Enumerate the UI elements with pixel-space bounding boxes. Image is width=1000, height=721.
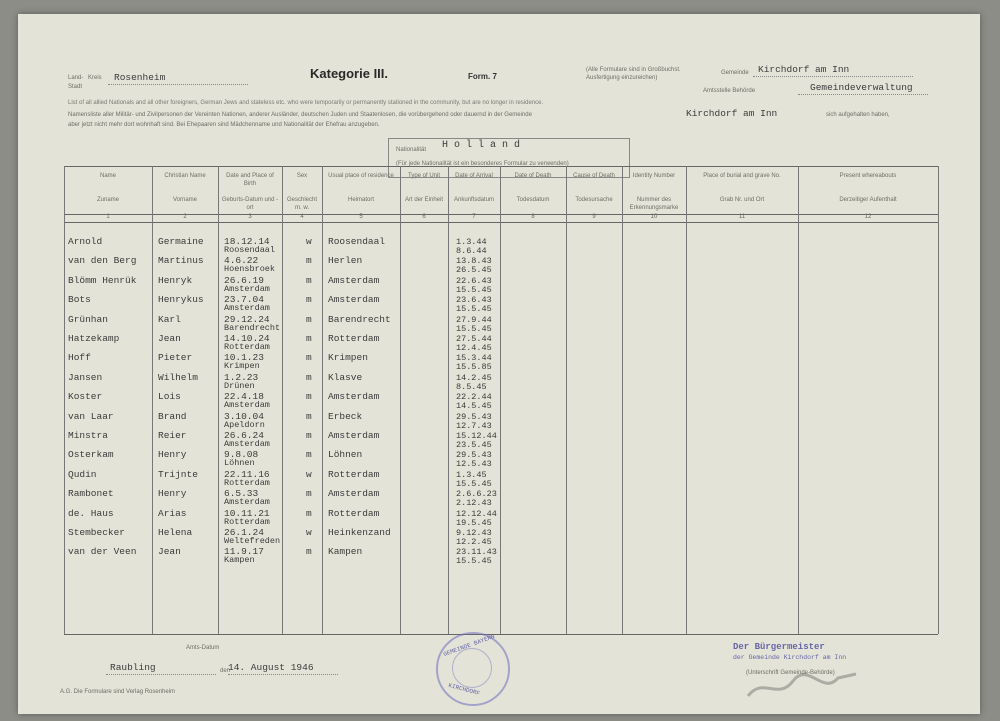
cell-birth-place: Amsterdam (224, 439, 270, 449)
cell-name: Jansen (68, 372, 103, 383)
cell-arrival-date: 15.12.44 (456, 431, 497, 441)
kreis-underline (108, 84, 248, 85)
document-page (18, 14, 980, 714)
cell-arrival-date: 1.3.44 (456, 237, 487, 247)
table-number-divider (64, 222, 938, 223)
header-note-2: Ausfertigung einzureichen) (586, 75, 658, 81)
cell-name: Rambonet (68, 488, 114, 499)
column-number: 4 (300, 214, 304, 220)
column-divider (798, 166, 799, 634)
cell-birth-date: 14.10.24 (224, 333, 270, 344)
round-stamp (436, 632, 510, 706)
nationality-value: H o l l a n d (442, 140, 521, 151)
column-divider (152, 166, 153, 634)
cell-departure-date: 15.5.45 (456, 479, 492, 489)
column-header-de: Geburts-Datum und -ort (221, 197, 279, 211)
column-header-en: Identity Number (632, 173, 676, 179)
cell-birth-date: 18.12.14 (224, 236, 270, 247)
cell-birth-date: 6.5.33 (224, 488, 259, 499)
gemeinde-underline (753, 76, 913, 77)
intro-line-2b: sich aufgehalten haben, (826, 112, 890, 118)
column-header-de: Zuname (96, 197, 119, 203)
cell-sex: m (306, 488, 312, 499)
cell-first-name: Jean (158, 546, 181, 557)
cell-sex: m (306, 391, 312, 402)
cell-departure-date: 15.5.45 (456, 304, 492, 314)
column-header-en: Type of Unit (407, 173, 440, 179)
cell-birth-date: 9.8.08 (224, 449, 259, 460)
handwritten-signature (738, 666, 868, 706)
cell-first-name: Pieter (158, 352, 193, 363)
cell-sex: m (306, 546, 312, 557)
footer-place: Raubling (110, 662, 156, 673)
cell-residence: Erbeck (328, 411, 363, 422)
column-number: 6 (422, 214, 426, 220)
stamp-inner-ring (452, 648, 492, 688)
column-header-en: Present whereabouts (839, 173, 897, 179)
column-divider (400, 166, 401, 634)
cell-birth-date: 23.7.04 (224, 294, 264, 305)
cell-name: de. Haus (68, 508, 114, 519)
cell-birth-date: 29.12.24 (224, 314, 270, 325)
gemeinde-label: Gemeinde (721, 70, 749, 76)
header-note-1: (Alle Formulare sind in Großbuchst. (586, 67, 681, 73)
cell-name: Arnold (68, 236, 103, 247)
date-label: den (220, 668, 231, 674)
column-header-en: Place of burial and grave No. (703, 173, 781, 179)
cell-birth-place: Rotterdam (224, 342, 270, 352)
cell-birth-place: Drünen (224, 381, 255, 391)
cell-sex: m (306, 411, 312, 422)
column-header-en: Date of Arrival (455, 173, 493, 179)
column-divider (448, 166, 449, 634)
column-header-en: Cause of Death (573, 173, 615, 179)
cell-residence: Amsterdam (328, 430, 380, 441)
cell-residence: Löhnen (328, 449, 363, 460)
intro-line-3: aber jetzt nicht mehr dort wohnhaft sind. Bei Ehepaaren sind Mädchenname und Nationalität der Ehefrau anzugeben. (68, 122, 380, 128)
cell-arrival-date: 23.11.43 (456, 547, 497, 557)
cell-residence: Heinkenzand (328, 527, 391, 538)
footer-date: 14. August 1946 (228, 662, 314, 673)
column-number: 8 (531, 214, 535, 220)
cell-sex: w (306, 469, 312, 480)
column-divider (938, 166, 939, 634)
cell-residence: Barendrecht (328, 314, 391, 325)
cell-first-name: Jean (158, 333, 181, 344)
cell-birth-place: Amsterdam (224, 303, 270, 313)
cell-residence: Amsterdam (328, 294, 380, 305)
cell-residence: Rotterdam (328, 333, 380, 344)
column-header-de: Heimatort (347, 197, 374, 203)
kreis-value: Rosenheim (114, 72, 166, 83)
cell-name: Minstra (68, 430, 108, 441)
cell-birth-place: Amsterdam (224, 284, 270, 294)
cell-birth-date: 26.1.24 (224, 527, 264, 538)
column-header-de: Derzeitiger Aufenthalt (839, 197, 897, 203)
cell-first-name: Karl (158, 314, 181, 325)
column-number: 12 (864, 214, 872, 220)
cell-sex: m (306, 275, 312, 286)
cell-first-name: Brand (158, 411, 187, 422)
cell-arrival-date: 22.2.44 (456, 392, 492, 402)
cell-birth-date: 22.4.18 (224, 391, 264, 402)
cell-birth-place: Barendrecht (224, 323, 281, 333)
cell-departure-date: 15.5.45 (456, 285, 492, 295)
cell-birth-place: Löhnen (224, 458, 255, 468)
cell-first-name: Lois (158, 391, 181, 402)
cell-sex: m (306, 449, 312, 460)
cell-name: Bots (68, 294, 91, 305)
cell-name: Osterkam (68, 449, 114, 460)
cell-name: Qudin (68, 469, 97, 480)
cell-name: Grünhan (68, 314, 108, 325)
cell-sex: m (306, 372, 312, 383)
cell-first-name: Henry (158, 449, 187, 460)
column-number: 3 (248, 214, 252, 220)
cell-arrival-date: 29.5.43 (456, 412, 492, 422)
behoerde-underline (798, 94, 928, 95)
column-number: 11 (738, 214, 746, 220)
cell-name: Hatzekamp (68, 333, 120, 344)
cell-birth-place: Rotterdam (224, 478, 270, 488)
column-header-en: Name (99, 173, 116, 179)
column-divider (322, 166, 323, 634)
cell-birth-date: 26.6.24 (224, 430, 264, 441)
form-number: Form. 7 (468, 72, 497, 81)
cell-name: Koster (68, 391, 103, 402)
column-header-de: Geschlecht m. w. (286, 197, 317, 211)
stamp-text: GEMEINDE BAYERN (442, 632, 496, 659)
date-underline (228, 674, 338, 675)
cell-residence: Amsterdam (328, 488, 380, 499)
cell-name: van der Veen (68, 546, 137, 557)
cell-sex: m (306, 314, 312, 325)
cell-residence: Amsterdam (328, 275, 380, 286)
column-header-de: Ankunftsdatum (453, 197, 495, 203)
cell-departure-date: 8.6.44 (456, 246, 487, 256)
signature-title: Der Bürgermeister (733, 642, 825, 652)
cell-first-name: Arias (158, 508, 187, 519)
cell-birth-date: 22.11.16 (224, 469, 270, 480)
cell-birth-date: 10.11.21 (224, 508, 270, 519)
signature-note: (Unterschrift Gemeinde-Behörde) (746, 670, 835, 676)
cell-first-name: Henrykus (158, 294, 204, 305)
cell-first-name: Reier (158, 430, 187, 441)
table-top-line (64, 166, 938, 167)
cell-arrival-date: 23.6.43 (456, 295, 492, 305)
column-divider (686, 166, 687, 634)
cell-name: van Laar (68, 411, 114, 422)
column-header-de: Todesursache (575, 197, 613, 203)
cell-arrival-date: 2.6.6.23 (456, 489, 497, 499)
column-number: 5 (359, 214, 363, 220)
cell-departure-date: 2.12.43 (456, 498, 492, 508)
column-header-de: Grab Nr. und Ort (719, 197, 765, 203)
cell-birth-date: 10.1.23 (224, 352, 264, 363)
cell-birth-date: 26.6.19 (224, 275, 264, 286)
cell-sex: m (306, 352, 312, 363)
cell-arrival-date: 9.12.43 (456, 528, 492, 538)
cell-birth-place: Kampen (224, 555, 255, 565)
place-label: Amts-Datum (186, 645, 220, 651)
cell-birth-place: Hoensbroek (224, 264, 276, 274)
cell-birth-date: 3.10.04 (224, 411, 264, 422)
cell-departure-date: 12.5.43 (456, 459, 492, 469)
cell-residence: Herlen (328, 255, 363, 266)
cell-birth-place: Amsterdam (224, 497, 270, 507)
cell-arrival-date: 27.9.44 (456, 315, 492, 325)
cell-departure-date: 12.2.45 (456, 537, 492, 547)
cell-residence: Amsterdam (328, 391, 380, 402)
cell-arrival-date: 15.3.44 (456, 353, 492, 363)
cell-departure-date: 19.5.45 (456, 518, 492, 528)
column-header-de: Vorname (172, 197, 197, 203)
cell-birth-place: Rotterdam (224, 517, 270, 527)
printer-line: A.G. Die Formulare sind Verlag Rosenheim (60, 689, 176, 695)
cell-first-name: Henryk (158, 275, 193, 286)
cell-arrival-date: 14.2.45 (456, 373, 492, 383)
cell-arrival-date: 13.8.43 (456, 256, 492, 266)
cell-birth-place: Weltefreden (224, 536, 281, 546)
column-divider (218, 166, 219, 634)
stadt-label: Stadt (68, 84, 83, 90)
column-header-en: Christian Name (164, 173, 206, 179)
cell-birth-place: Amsterdam (224, 400, 270, 410)
cell-first-name: Helena (158, 527, 193, 538)
cell-first-name: Trijnte (158, 469, 198, 480)
cell-birth-place: Roosendaal (224, 245, 276, 255)
column-number: 9 (592, 214, 596, 220)
cell-name: Hoff (68, 352, 91, 363)
intro-line-1: List of all allied Nationals and all other foreigners, German Jews and stateless etc. who were temporarily or permanently stationed in the community, but are no longer in residence. (68, 100, 544, 106)
column-header-de: Art der Einheit (404, 197, 444, 203)
gemeinde-value: Kirchdorf am Inn (758, 64, 850, 75)
cell-sex: m (306, 333, 312, 344)
cell-name: Stembecker (68, 527, 126, 538)
cell-residence: Roosendaal (328, 236, 386, 247)
cell-sex: w (306, 527, 312, 538)
cell-first-name: Henry (158, 488, 187, 499)
cell-arrival-date: 1.3.45 (456, 470, 487, 480)
behoerde-value: Gemeindeverwaltung (810, 82, 913, 93)
cell-name: van den Berg (68, 255, 137, 266)
page-title: Kategorie III. (310, 66, 389, 81)
cell-first-name: Martinus (158, 255, 204, 266)
column-divider (566, 166, 567, 634)
cell-name: Blömm Henrük (68, 275, 137, 286)
column-header-en: Date of Death (514, 173, 552, 179)
behoerde-label: Amtsstelle Behörde (703, 88, 756, 94)
cell-departure-date: 8.5.45 (456, 382, 487, 392)
table-bottom-line (64, 634, 938, 635)
column-header-de: Nummer des Erkennungsmarke (629, 197, 679, 211)
cell-arrival-date: 12.12.44 (456, 509, 497, 519)
kreis-label: Kreis (88, 75, 102, 81)
column-divider (500, 166, 501, 634)
column-divider (282, 166, 283, 634)
place-underline (106, 674, 216, 675)
land-label: Land- (68, 75, 84, 81)
cell-residence: Rotterdam (328, 508, 380, 519)
column-header-en: Sex (296, 173, 308, 179)
cell-arrival-date: 22.6.43 (456, 276, 492, 286)
cell-birth-place: Krimpen (224, 361, 260, 371)
cell-departure-date: 12.4.45 (456, 343, 492, 353)
cell-sex: m (306, 294, 312, 305)
column-header-de: Todesdatum (516, 197, 550, 203)
cell-departure-date: 26.5.45 (456, 265, 492, 275)
cell-departure-date: 12.7.43 (456, 421, 492, 431)
stamp-sub: KIRCHDORF (447, 681, 481, 698)
column-number: 7 (472, 214, 476, 220)
cell-birth-date: 4.6.22 (224, 255, 259, 266)
cell-birth-place: Apeldorn (224, 420, 265, 430)
cell-departure-date: 15.5.45 (456, 324, 492, 334)
cell-residence: Rotterdam (328, 469, 380, 480)
cell-sex: m (306, 255, 312, 266)
column-divider (64, 166, 65, 634)
cell-residence: Krimpen (328, 352, 368, 363)
cell-sex: m (306, 508, 312, 519)
column-number: 2 (183, 214, 187, 220)
cell-departure-date: 14.5.45 (456, 401, 492, 411)
cell-arrival-date: 29.5.43 (456, 450, 492, 460)
cell-departure-date: 15.5.45 (456, 556, 492, 566)
cell-residence: Kampen (328, 546, 363, 557)
cell-arrival-date: 27.5.44 (456, 334, 492, 344)
nationality-note: (Für jede Nationalität ist ein besonderes Formular zu verwenden) (396, 161, 569, 167)
cell-departure-date: 15.5.85 (456, 362, 492, 372)
column-header-en: Date and Place of Birth (226, 173, 274, 187)
cell-sex: m (306, 430, 312, 441)
column-divider (622, 166, 623, 634)
intro-gemeinde-value: Kirchdorf am Inn (686, 108, 778, 119)
cell-first-name: Germaine (158, 236, 204, 247)
cell-birth-date: 1.2.23 (224, 372, 259, 383)
cell-first-name: Wilhelm (158, 372, 198, 383)
cell-residence: Klasve (328, 372, 363, 383)
cell-sex: w (306, 236, 312, 247)
intro-line-2a: Namensliste aller Militär- und Zivilpersonen der Vereinten Nationen, anderer Ausländer, deutschen Juden und Staatenlosen, die vorübergehend oder dauernd in der Gemeinde (68, 112, 532, 118)
column-number: 10 (650, 214, 658, 220)
nationality-label: Nationalität (396, 147, 427, 153)
signature-sub: der Gemeinde Kirchdorf am Inn (733, 654, 847, 661)
column-number: 1 (106, 214, 110, 220)
column-header-en: Usual place of residence (328, 173, 394, 179)
cell-departure-date: 23.5.45 (456, 440, 492, 450)
cell-birth-date: 11.9.17 (224, 546, 264, 557)
